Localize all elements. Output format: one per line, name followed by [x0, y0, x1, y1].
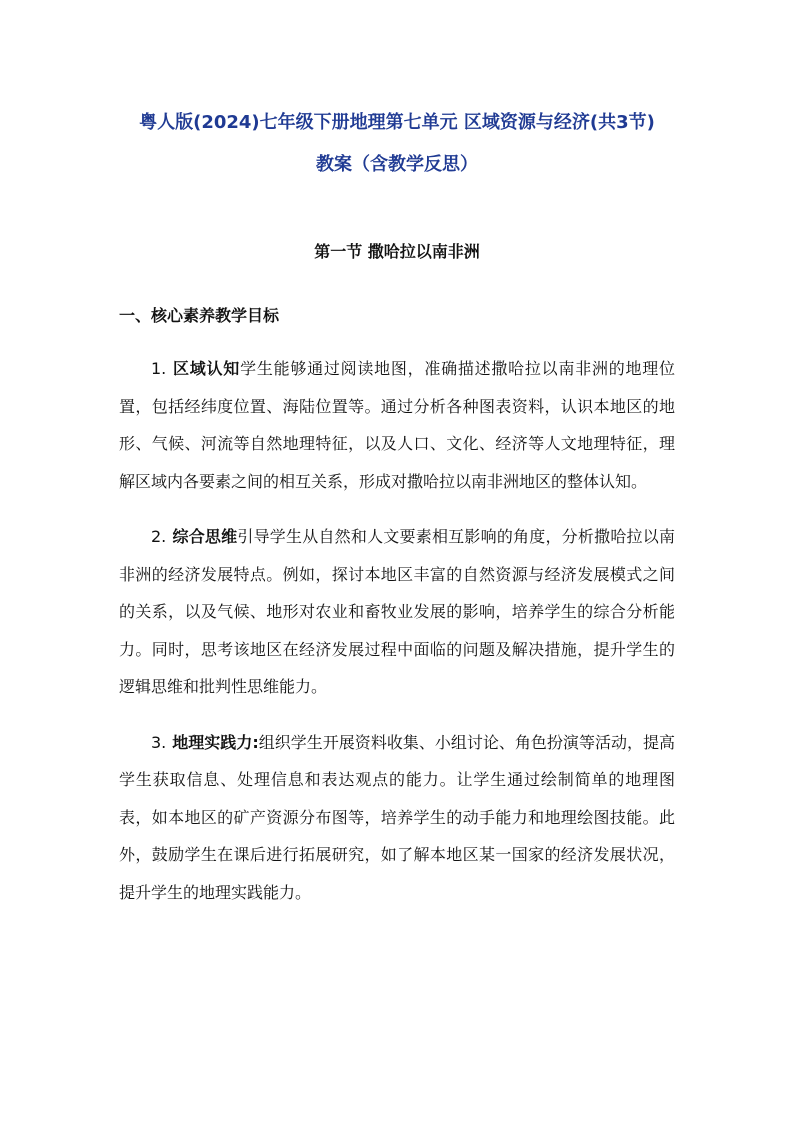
paragraph-text: 组织学生开展资料收集、小组讨论、角色扮演等活动，提高学生获取信息、处理信息和表达观点的能力。让学生通过绘制简单的地理图表，如本地区的矿产资源分布图等，培养学生的动手能力和地理绘图技能。此外，鼓励学生在课后进行拓展研究，如了解本地区某一国家的经济发展状况，提升学生的地理实践能力。	[119, 732, 675, 902]
document-title-line-2: 教案（含教学反思）	[316, 154, 478, 175]
subheading: 一、核心素养教学目标	[119, 306, 280, 325]
paragraph-label: 区域认知	[172, 359, 241, 378]
document-title	[119, 102, 675, 186]
paragraph-regional-cognition	[119, 350, 675, 500]
paragraph-label: 地理实践力:	[172, 732, 259, 752]
section-title: 第一节 撒哈拉以南非洲	[314, 242, 480, 261]
paragraph-number: 3.	[151, 732, 167, 752]
document-title-line-1: 粤人版(2024)七年级下册地理第七单元 区域资源与经济(共3节)	[139, 112, 655, 133]
paragraph-text: 学生能够通过阅读地图，准确描述撒哈拉以南非洲的地理位置，包括经纬度位置、海陆位置等。通过分析各种图表资料，认识本地区的地形、气候、河流等自然地理特征，以及人口、文化、经济等人文地理特征，理解区域内各要素之间的相互关系，形成对撒哈拉以南非洲地区的整体认知。	[119, 359, 675, 491]
paragraph-number: 1.	[151, 359, 167, 378]
paragraph-label: 综合思维	[172, 527, 238, 546]
paragraph-number: 2.	[151, 527, 167, 546]
paragraph-text: 引导学生从自然和人文要素相互影响的角度，分析撒哈拉以南非洲的经济发展特点。例如，探讨本地区丰富的自然资源与经济发展模式之间的关系，以及气候、地形对农业和畜牧业发展的影响，培养学生的综合分析能力。同时，思考该地区在经济发展过程中面临的问题及解决措施，提升学生的逻辑思维和批判性思维能力。	[119, 527, 675, 696]
paragraph-integrated-thinking	[119, 518, 675, 706]
paragraph-geographic-practice	[119, 724, 675, 912]
